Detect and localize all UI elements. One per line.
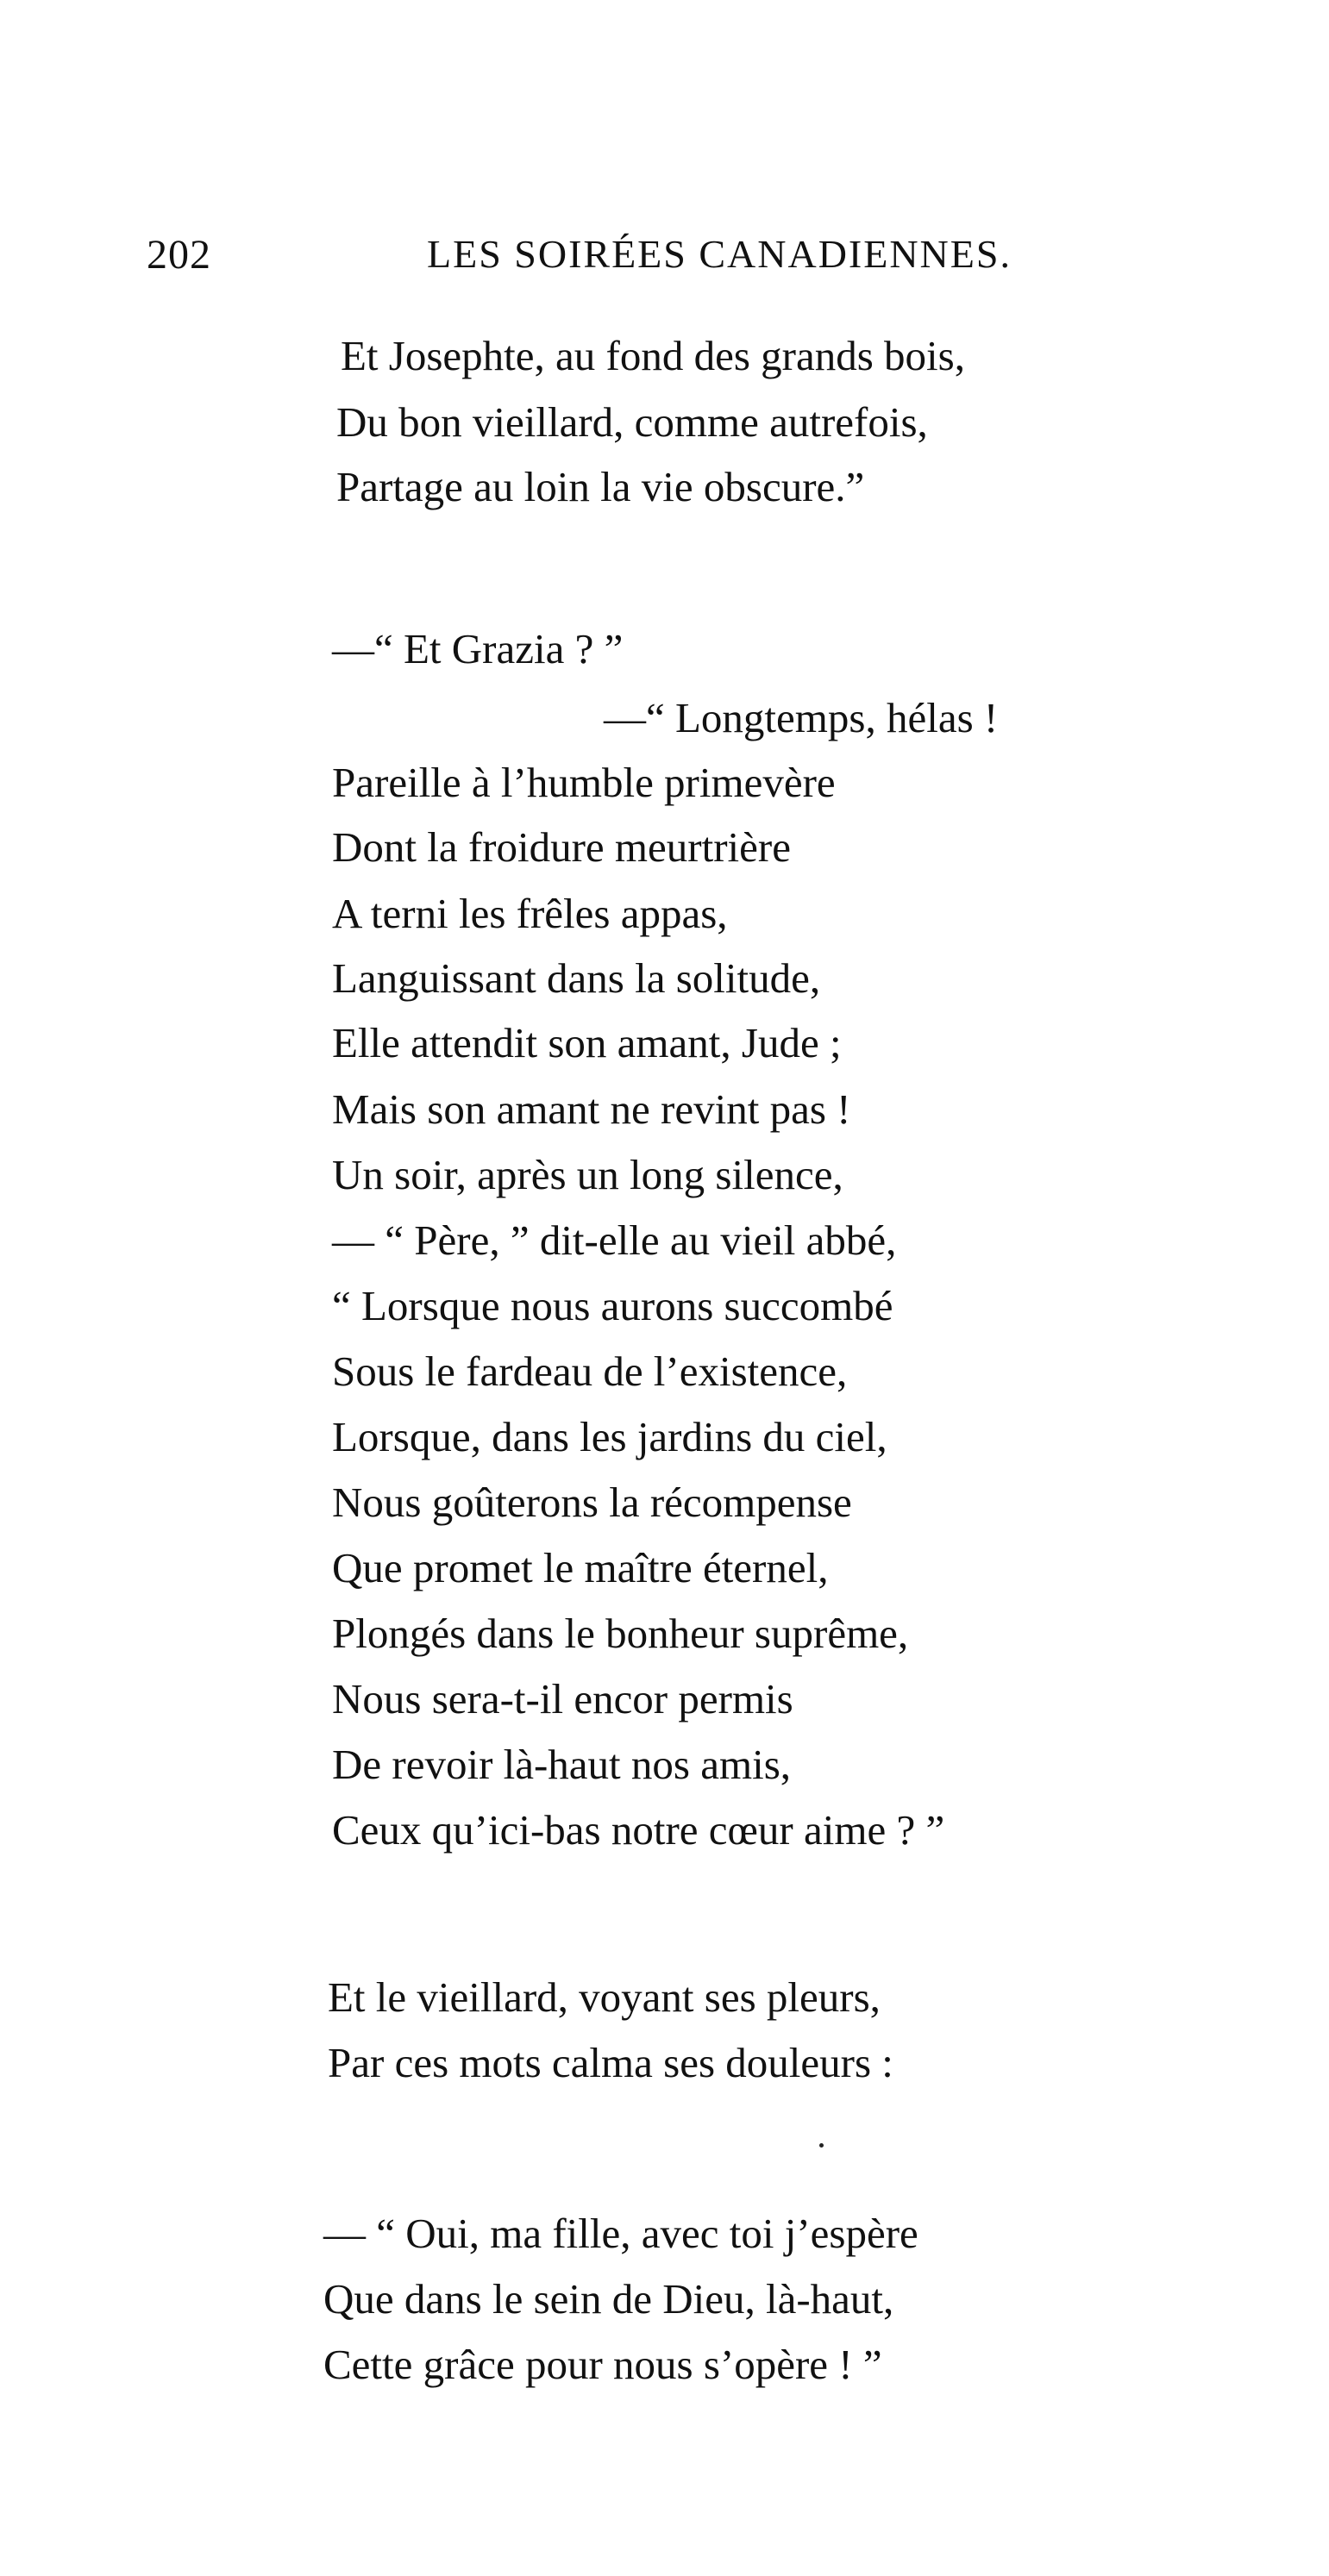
poem-line: Languissant dans la solitude,	[332, 954, 821, 1002]
poem-line: Cette grâce pour nous s’opère ! ”	[323, 2341, 882, 2388]
poem-line: Que promet le maître éternel,	[332, 1544, 829, 1591]
poem-line: Lorsque, dans les jardins du ciel,	[332, 1413, 887, 1460]
poem-line: Un soir, après un long silence,	[332, 1151, 843, 1198]
poem-line: — “ Père, ” dit-elle au vieil abbé,	[332, 1216, 897, 1264]
poem-line: Mais son amant ne revint pas !	[332, 1085, 851, 1133]
poem-line: Sous le fardeau de l’existence,	[332, 1347, 848, 1395]
poem-line: Partage au loin la vie obscure.”	[336, 463, 865, 510]
poem-line: —“ Longtemps, hélas !	[604, 694, 999, 741]
poem-line: Pareille à l’humble primevère	[332, 759, 836, 806]
poem-line: Par ces mots calma ses douleurs :	[328, 2039, 893, 2086]
ink-speck	[819, 2143, 824, 2148]
poem-line: Nous goûterons la récompense	[332, 1479, 852, 1526]
poem-line: Du bon vieillard, comme autrefois,	[336, 398, 928, 446]
poem-line: Que dans le sein de Dieu, là-haut,	[323, 2275, 894, 2323]
poem-line: A terni les frêles appas,	[332, 890, 728, 937]
poem-line: Dont la froidure meurtrière	[332, 823, 791, 871]
poem-line: Elle attendit son amant, Jude ;	[332, 1019, 842, 1066]
poem-line: —“ Et Grazia ? ”	[332, 625, 624, 672]
page-number: 202	[147, 232, 211, 278]
poem-line: Et le vieillard, voyant ses pleurs,	[328, 1973, 881, 2021]
poem-line: De revoir là-haut nos amis,	[332, 1741, 792, 1788]
poem-line: “ Lorsque nous aurons succombé	[332, 1282, 893, 1329]
running-title: LES SOIRÉES CANADIENNES.	[427, 232, 1012, 276]
poem-line: Et Josephte, au fond des grands bois,	[341, 332, 965, 379]
poem-line: Nous sera-t-il encor permis	[332, 1675, 793, 1723]
poem-line: — “ Oui, ma fille, avec toi j’espère	[323, 2210, 918, 2257]
poem-line: Ceux qu’ici-bas notre cœur aime ? ”	[332, 1806, 945, 1854]
poem-line: Plongés dans le bonheur suprême,	[332, 1610, 909, 1657]
